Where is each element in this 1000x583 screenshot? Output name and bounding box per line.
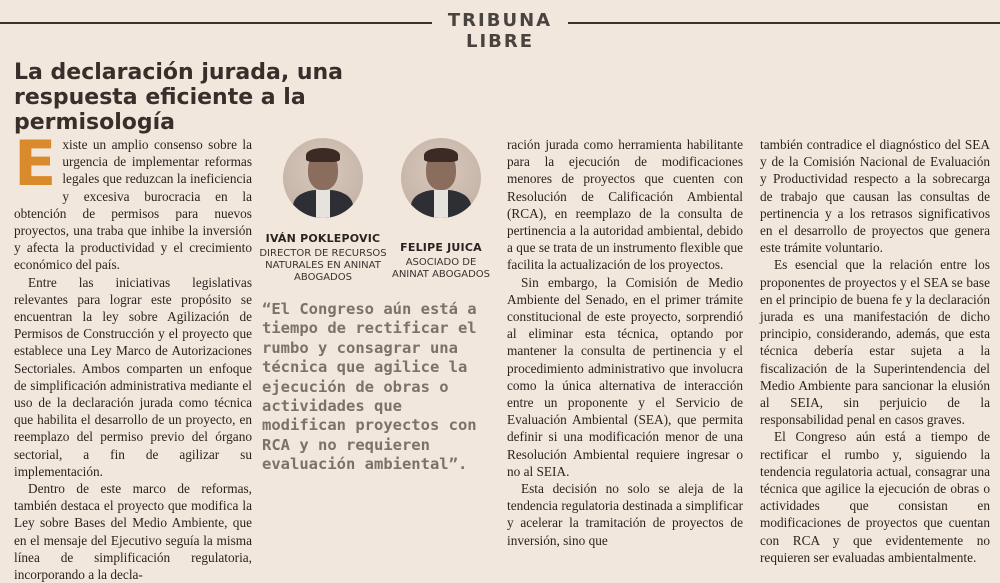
- article-headline: La declaración jurada, una respuesta eficiente a la permisología: [14, 60, 344, 135]
- author-photo: [283, 138, 363, 218]
- header-rule-left: [0, 22, 432, 24]
- article-column-3: [507, 136, 743, 549]
- article-column-4: [760, 136, 990, 566]
- author-role: ASOCIADO DE ANINAT ABOGADOS: [391, 257, 490, 280]
- paragraph: Entre las iniciativas legislativas relevantes para lograr este propósito se encuentran la ley sobre Agilización de Permisos de Construcción y el proyecto que establece una Ley Marco de Autorizaciones Sectoriales. Ambos comparten un enfoque de simplificación administrativa mediante el uso de la declaración jurada como técnica que habilita el desarrollo de un proyecto, en reemplazo del permiso previo del órgano sectorial, a fin de agilizar su implementación.: [14, 274, 252, 479]
- paragraph: Dentro de este marco de reformas, también destaca el proyecto que modifica la Ley sobre Bases del Medio Ambiente, que en el mensaje del Ejecutivo seguía la misma línea de simplificación regulatoria, incorporando a la decla-: [14, 481, 252, 583]
- drop-cap: E: [14, 127, 57, 200]
- article-column-1: [14, 127, 252, 583]
- paragraph: Sin embargo, la Comisión de Medio Ambiente del Senado, en el primer trámite constitucional de este proyecto, sorprendió al eliminar esta técnica, optando por mantener la consulta de pertinencia y el procedimiento administrativo que involucra como la única alternativa de interacción entre un proponente y el Servicio de Evaluación Ambiental (SEA), que permita definir si una modificación menor de una Resolución Ambiental requiere ingresar o no al SEIA.: [507, 274, 743, 479]
- author-profile-1: [258, 138, 388, 284]
- paragraph-text: xiste un amplio consenso sobre la urgencia de implementar reformas legales que reduzcan la ineficiencia y excesiva burocracia en la obtención de permisos para nuevos proyectos, una traba que inhibe la inversión y afecta la productividad y el crecimiento económico del país.: [14, 137, 252, 273]
- section-header: [0, 0, 1000, 52]
- header-rule-right: [568, 22, 1000, 24]
- paragraph: Esta decisión no solo se aleja de la tendencia regulatoria destinada a simplificar y acelerar la tramitación de proyectos de inversión, sino que: [507, 481, 743, 548]
- author-name: FELIPE JUICA: [400, 241, 482, 254]
- section-label: TRIBUNA LIBRE: [447, 10, 553, 52]
- paragraph: también contradice el diagnóstico del SEA y de la Comisión Nacional de Evaluación y Productividad respecto a la sobrecarga de trabajo que causan las consultas de pertinencia y a los retrasos significativos en el desarrollo de proyectos que genera este trámite voluntario.: [760, 137, 990, 256]
- author-name: IVÁN POKLEPOVIC: [265, 232, 381, 245]
- paragraph: [14, 127, 252, 274]
- author-profile-2: [386, 138, 496, 281]
- author-role: DIRECTOR DE RECURSOS NATURALES EN ANINAT ABOGADOS: [259, 248, 387, 283]
- paragraph: El Congreso aún está a tiempo de rectificar el rumbo y, siguiendo la tendencia regulatoria actual, consagrar una técnica que agilice la ejecución de obras o actividades que consistan en modificaciones de proyectos que cuentan con RCA y que evidentemente no requieren ser evaluadas ambientalmente.: [760, 429, 990, 565]
- author-photo: [401, 138, 481, 218]
- paragraph: Es esencial que la relación entre los proponentes de proyectos y el SEA se base en el principio de buena fe y la declaración jurada es una manifestación de dicho principio, considerando, además, que esta técnica debería estar sujeta a la fiscalización de la Superintendencia del Medio Ambiente para sancionar la elusión al SEIA, sin perjuicio de la responsabilidad penal en casos graves.: [760, 257, 990, 428]
- paragraph: ración jurada como herramienta habilitante para la ejecución de modificaciones menores de proyectos que cuenten con Resolución de Calificación Ambiental (RCA), en reemplazo de la consulta de pertinencia a la autoridad ambiental, debido a que se trata de un instrumento flexible que facilita la actualización de los proyectos.: [507, 137, 743, 273]
- pull-quote: “El Congreso aún está a tiempo de rectificar el rumbo y consagrar una técnica que agilice la ejecución de obras o actividades que modifican proyectos con RCA y no requieren evaluación ambiental”.: [262, 300, 477, 474]
